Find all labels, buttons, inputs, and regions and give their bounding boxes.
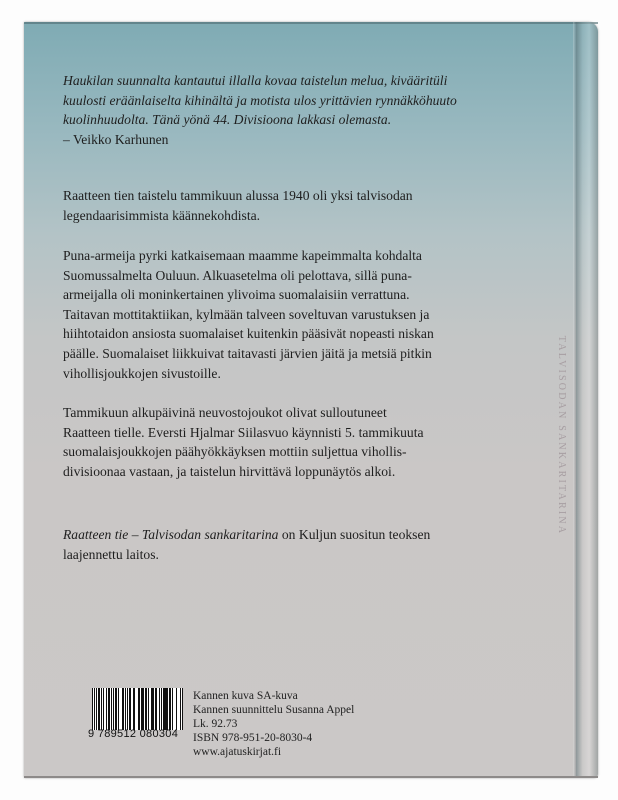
- quote-attribution: – Veikko Karhunen: [63, 131, 169, 147]
- edition-note: [63, 525, 543, 564]
- isbn-barcode: [88, 688, 188, 743]
- paragraph-line: vihollisjoukkojen sivustoille.: [63, 365, 221, 381]
- paragraph-line: Taitavan mottitaktiikan, kylmään talveen soveltuvan varustuksen ja: [63, 306, 430, 322]
- blurb-paragraph-3: [63, 403, 543, 481]
- cover-photo-credit: Kannen kuva SA-kuva: [193, 690, 298, 702]
- spine-title: TALVISODAN SANKARITARINA: [556, 335, 568, 535]
- book-spine: [576, 22, 598, 778]
- paragraph-line: suomalaisjoukkojen päähyökkäyksen mottiin suljettua vihollis-: [63, 444, 407, 460]
- book-title-italic: Raatteen tie – Talvisodan sankaritarina: [63, 527, 279, 542]
- isbn: ISBN 978-951-20-8030-4: [193, 732, 313, 744]
- edition-note-line: laajennettu laitos.: [63, 546, 159, 562]
- paragraph-line: Suomussalmelta Ouluun. Alkuasetelma oli pelottava, sillä puna-: [63, 267, 412, 283]
- epigraph-quote: [63, 71, 543, 149]
- quote-line: kuolinhuudolta. Tänä yönä 44. Divisioona lakkasi olemasta.: [63, 112, 392, 128]
- paragraph-line: hiihtotaidon ansiosta suomalaiset kuitenkin pääsivät nopeasti niskan: [63, 326, 434, 342]
- publisher-url: www.ajatuskirjat.fi: [193, 746, 282, 758]
- library-class: Lk. 92.73: [193, 718, 238, 730]
- quote-line: kuulosti eräänlaiselta kihinältä ja motista ulos yrittävien rynnäkköhuuto: [63, 92, 457, 108]
- paragraph-line: Tammikuun alkupäivinä neuvostojoukot olivat sulloutuneet: [63, 405, 387, 420]
- imprint-block: [193, 689, 354, 759]
- paragraph-line: päälle. Suomalaiset liikkuivat taitavasti järvien jäitä ja metsiä pitkin: [63, 345, 432, 361]
- cover-design-credit: Kannen suunnittelu Susanna Appel: [193, 704, 355, 716]
- paragraph-line: armeijalla oli moninkertainen ylivoima suomalaisiin verrattuna.: [63, 287, 410, 303]
- blurb-paragraph-2: [63, 246, 543, 383]
- quote-line: Haukilan suunnalta kantautui illalla kovaa taistelun melua, kivääritüli: [63, 73, 448, 88]
- edition-note-text: on Kuljun suositun teoksen: [278, 527, 431, 542]
- paragraph-line: legendaarisimmista käännekohdista.: [63, 207, 261, 223]
- barcode-bars: [92, 688, 184, 730]
- paragraph-line: divisioonaa vastaan, ja taistelun hirvittävä loppunäytös alkoi.: [63, 463, 396, 479]
- barcode-digits: 9 789512 080304: [88, 728, 179, 740]
- paragraph-line: Puna-armeija pyrki katkaisemaan maamme kapeimmalta kohdalta: [63, 248, 422, 263]
- edition-note-line: [63, 525, 543, 545]
- paragraph-line: Raatteen tien taistelu tammikuun alussa 1940 oli yksi talvisodan: [63, 188, 413, 203]
- blurb-paragraph-1: [63, 186, 543, 225]
- paragraph-line: Raatteen tielle. Eversti Hjalmar Siilasvuo käynnisti 5. tammikuuta: [63, 424, 424, 440]
